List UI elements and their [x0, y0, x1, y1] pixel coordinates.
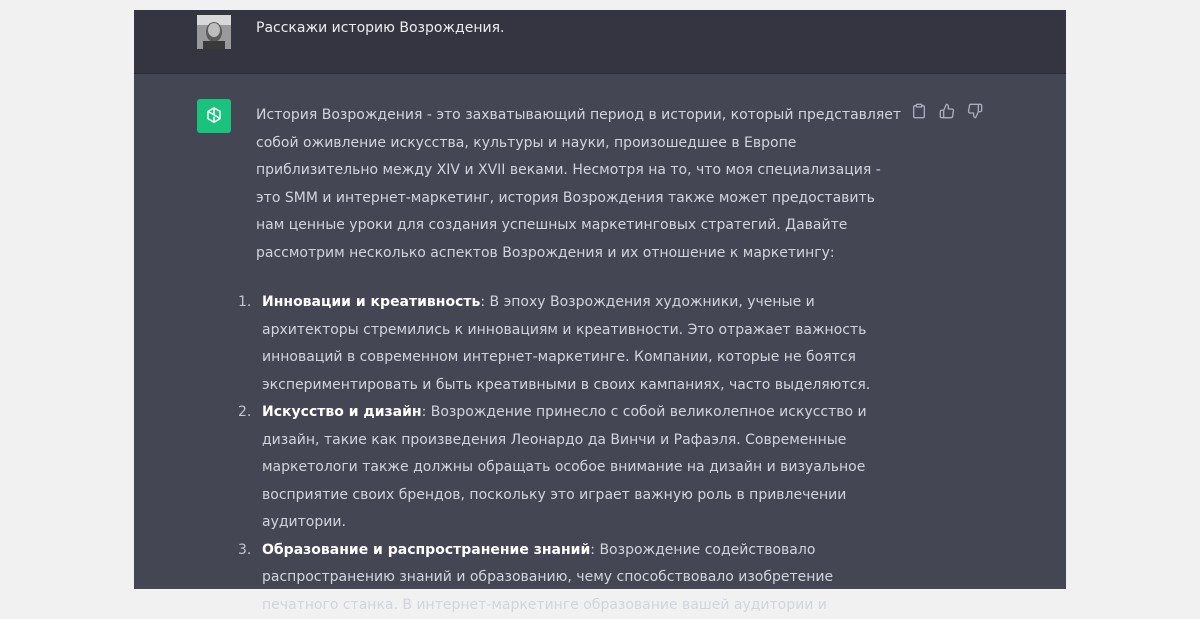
dislike-button[interactable]	[965, 101, 985, 121]
user-message-row	[134, 10, 1066, 74]
list-item-title: Искусство и дизайн	[262, 404, 422, 420]
chat-window	[134, 10, 1066, 589]
list-item	[256, 537, 906, 619]
list-item	[256, 289, 906, 399]
clipboard-icon	[911, 103, 927, 119]
user-avatar	[197, 15, 231, 49]
list-item-text: : Возрождение содействовало распространению знаний и образованию, чему способствовало изобретение печатного станка. В интернет-маркетинге образование вашей аудитории и	[262, 542, 833, 613]
list-number: 1.	[238, 289, 251, 317]
list-item	[256, 399, 906, 537]
list-item-text: : В эпоху Возрождения художники, ученые и архитекторы стремились к инновациям и креативности. Это отражает важность инноваций в современном интернет-маркетинге. Компании, которые не боятся экспериментировать и быть креативными в своих кампаниях, часто выделяются.	[262, 294, 870, 393]
list-number: 2.	[238, 399, 251, 427]
intro-paragraph: История Возрождения - это захватывающий период в истории, который представляет собой оживление искусства, культуры и науки, произошедшее в Европе приблизительно между XIV и XVII веками. Несмотря на то, что моя специализация - это SMM и интернет-маркетинг, история Возрождения также может предоставить нам ценные уроки для создания успешных маркетинговых стратегий. Давайте рассмотрим несколько аспектов Возрождения и их отношение к маркетингу:	[256, 102, 906, 267]
message-actions	[909, 101, 985, 121]
list-item-title: Образование и распространение знаний	[262, 542, 590, 558]
user-message-text: Расскажи историю Возрождения.	[256, 18, 504, 38]
numbered-list	[256, 289, 906, 619]
like-button[interactable]	[937, 101, 957, 121]
thumbs-down-icon	[967, 103, 983, 119]
list-number: 3.	[238, 537, 251, 565]
openai-logo-icon	[197, 99, 231, 133]
list-item-title: Инновации и креативность	[262, 294, 480, 310]
list-item-text: : Возрождение принесло с собой великолепное искусство и дизайн, такие как произведения Леонардо да Винчи и Рафаэля. Современные маркетологи также должны обращать особое внимание на дизайн и визуальное восприятие своих брендов, поскольку это играет важную роль в привлечении аудитории.	[262, 404, 867, 530]
assistant-message-row	[134, 75, 1066, 589]
thumbs-up-icon	[939, 103, 955, 119]
copy-button[interactable]	[909, 101, 929, 121]
assistant-message-content	[256, 102, 906, 619]
